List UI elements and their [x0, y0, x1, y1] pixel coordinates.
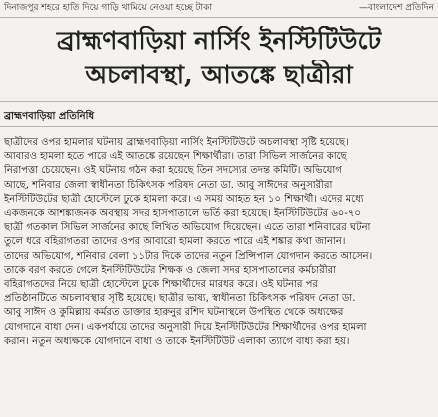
body-line: নিরাপত্তা চেয়েছেন। ওই ঘটনায় গঠন করা হয়েছে তিন সদস্যের তদন্ত কমিটি। অভিযোগ	[4, 165, 342, 177]
body-line: ইনস্টিটিউটের ছাত্রী হোস্টেলে ঢুকে হামলা করে। এ সময় আহত হন ১০ শিক্ষার্থী। এদের মধ্যে	[4, 193, 364, 205]
body-line: আবারও হামলা হতে পারে এই আতঙ্কে রয়েছেন শিক্ষার্থীরা। তারা সিভিল সার্জনের কাছে	[4, 151, 347, 163]
masthead-strip	[0, 0, 438, 16]
body-line: ছাত্রীদের ওপর হামলার ঘটনায় ব্রাহ্মণবাড়িয়া নার্সিং ইনস্টিটিউটে অচলাবস্থা সৃষ্টি হয়েছে।	[4, 137, 349, 148]
body-line: আছে, শনিবার জেলা স্বাধীনতা চিকিৎসক পরিষদ নেতা ডা. আবু সাঈদের অনুসারীরা	[4, 179, 333, 191]
source-credit: —বাংলাদেশ প্রতিদিন	[358, 3, 434, 13]
body-line: যোগদানে বাধা দেন। একপর্যায়ে তাদের অনুসারী দিয়ে ইনস্টিটিউটের শিক্ষার্থীদের ওপর হামলা	[4, 321, 367, 333]
body-line: প্রতিষ্ঠানটিতে অচলাবস্থার সৃষ্টি হয়েছে। ছাত্রীর ভাষ্য, স্বাধীনতা চিকিৎসক পরিষদ নেতা ডা.	[4, 293, 356, 305]
body-line: একজনকে আশঙ্কাজনক অবস্থায় সদর হাসপাতালে ভর্তি করা হয়েছে। ইনস্টিটিউটের ৬০-৭০	[4, 208, 361, 220]
body-line: তাদের অভিযোগ, শনিবার বেলা ১১টার দিকে তাদের নতুন প্রিন্সিপাল যোগদান করতে আসেন।	[4, 250, 373, 262]
byline: ব্রাহ্মণবাড়িয়া প্রতিনিধি	[4, 111, 95, 122]
byline-divider	[0, 126, 438, 127]
headline-divider	[0, 101, 438, 102]
body-line: করান। নতুন অধ্যক্ষকে যোগদানে বাধা ও তাকে ইনস্টিটিউট এলাকা ত্যাগে বাধ্য করা হয়।	[4, 335, 350, 347]
headline-line-2: অচলাবস্থা, আতঙ্কে ছাত্রীরা	[85, 60, 353, 89]
article-body	[4, 136, 434, 349]
headline-line-1: ব্রাহ্মণবাড়িয়া নার্সিং ইনস্টিটিউটে	[56, 26, 382, 55]
top-divider	[0, 17, 438, 18]
body-line: বহিরাগতদের নিয়ে ছাত্রী হোস্টেলে ঢুকে শিক্ষার্থীদের মারধর করে। ওই ঘটনার পর	[4, 279, 318, 291]
body-line: তুলে ধরে বহিরাগতরা তাদের ওপর আবারো হামলা করতে পারে এই শঙ্কার কথা জানান।	[4, 236, 346, 248]
body-line: আবু সাঈদ ও কুমিল্লায় কর্মরত ডাক্তার হারুনুর রশিদ ঘটনাস্থলে উপস্থিত থেকে অধ্যক্ষের	[4, 307, 344, 319]
body-line: তাকে বরণ করতে গেলে ইনস্টিটিউটের শিক্ষক ও জেলা সদর হাসপাতালের কর্মচারীরা	[4, 264, 336, 276]
body-line: ছাত্রী গতকাল সিভিল সার্জনের কাছে লিখিত অভিযোগ দিয়েছেন। এতে তারা শনিবারের ঘটনা	[4, 222, 371, 234]
previous-article-tail: দিনাজপুর শহরে হাতি দিয়ে গাড়ি থামিয়ে নেওয়া হচ্ছে টাকা	[4, 3, 213, 13]
